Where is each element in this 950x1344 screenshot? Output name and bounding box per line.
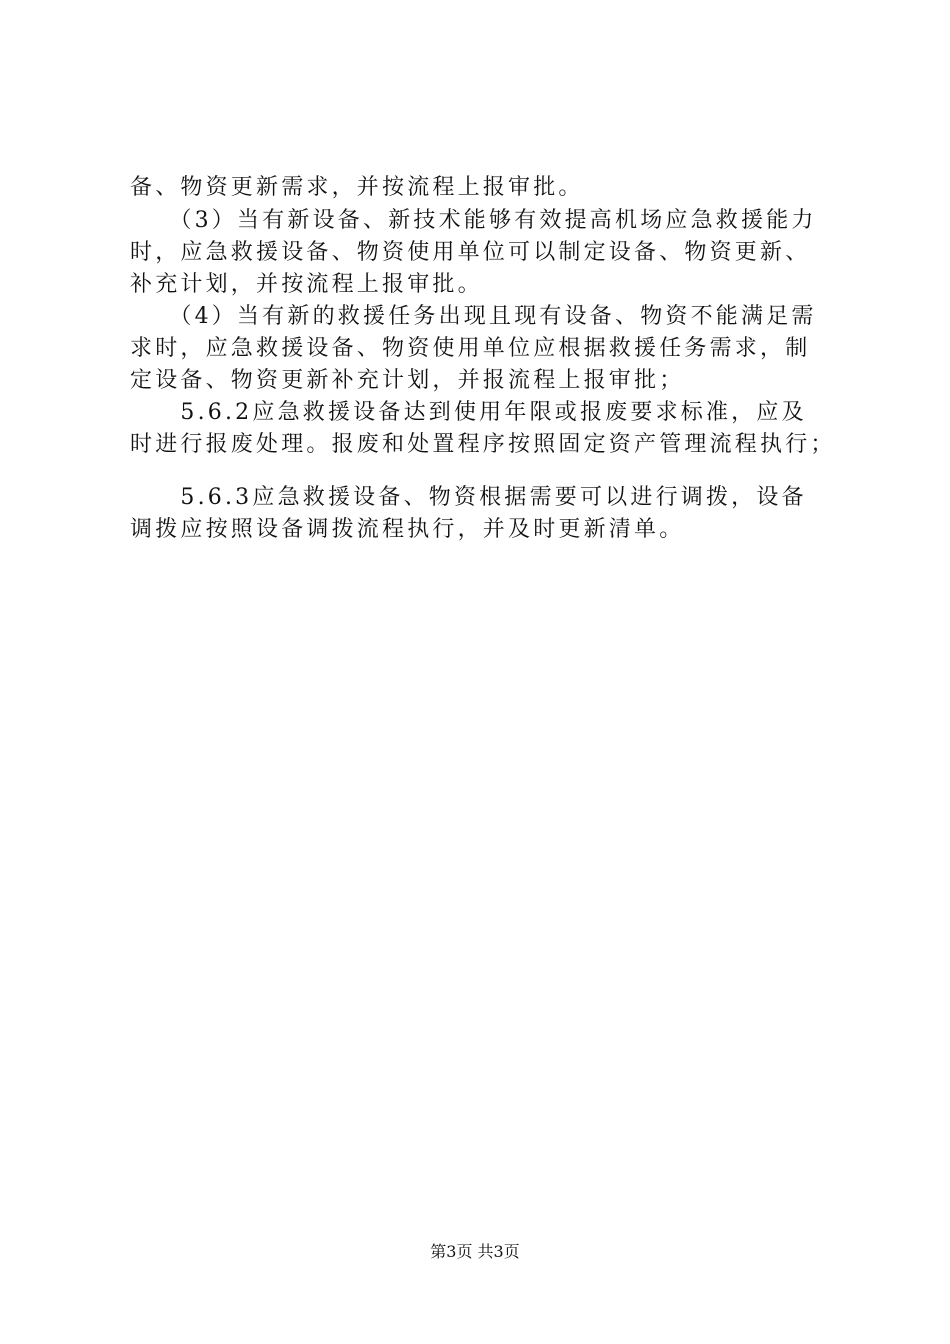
- page-number-footer: 第3页 共3页: [430, 1242, 520, 1261]
- paragraph-line: 定设备、物资更新补充计划，并报流程上报审批；: [130, 368, 685, 393]
- paragraph-line: （3）当有新设备、新技术能够有效提高机场应急救援能力: [130, 208, 817, 233]
- paragraph-line: 调拨应按照设备调拨流程执行，并及时更新清单。: [130, 517, 685, 542]
- paragraph-line: 求时，应急救援设备、物资使用单位应根据救援任务需求，制: [130, 336, 811, 361]
- paragraph-line: 备、物资更新需求，并按流程上报审批。: [130, 175, 584, 200]
- paragraph-line: 5.6.2应急救援设备达到使用年限或报废要求标准，应及: [130, 400, 807, 425]
- paragraph-line: 补充计划，并按流程上报审批。: [130, 272, 483, 297]
- paragraph-line: （4）当有新的救援任务出现且现有设备、物资不能满足需: [130, 304, 817, 329]
- paragraph-line: 时，应急救援设备、物资使用单位可以制定设备、物资更新、: [130, 240, 811, 265]
- paragraph-line: 时进行报废处理。报废和处置程序按照固定资产管理流程执行；: [130, 432, 836, 457]
- paragraph-line: 5.6.3应急救援设备、物资根据需要可以进行调拨，设备: [130, 485, 807, 510]
